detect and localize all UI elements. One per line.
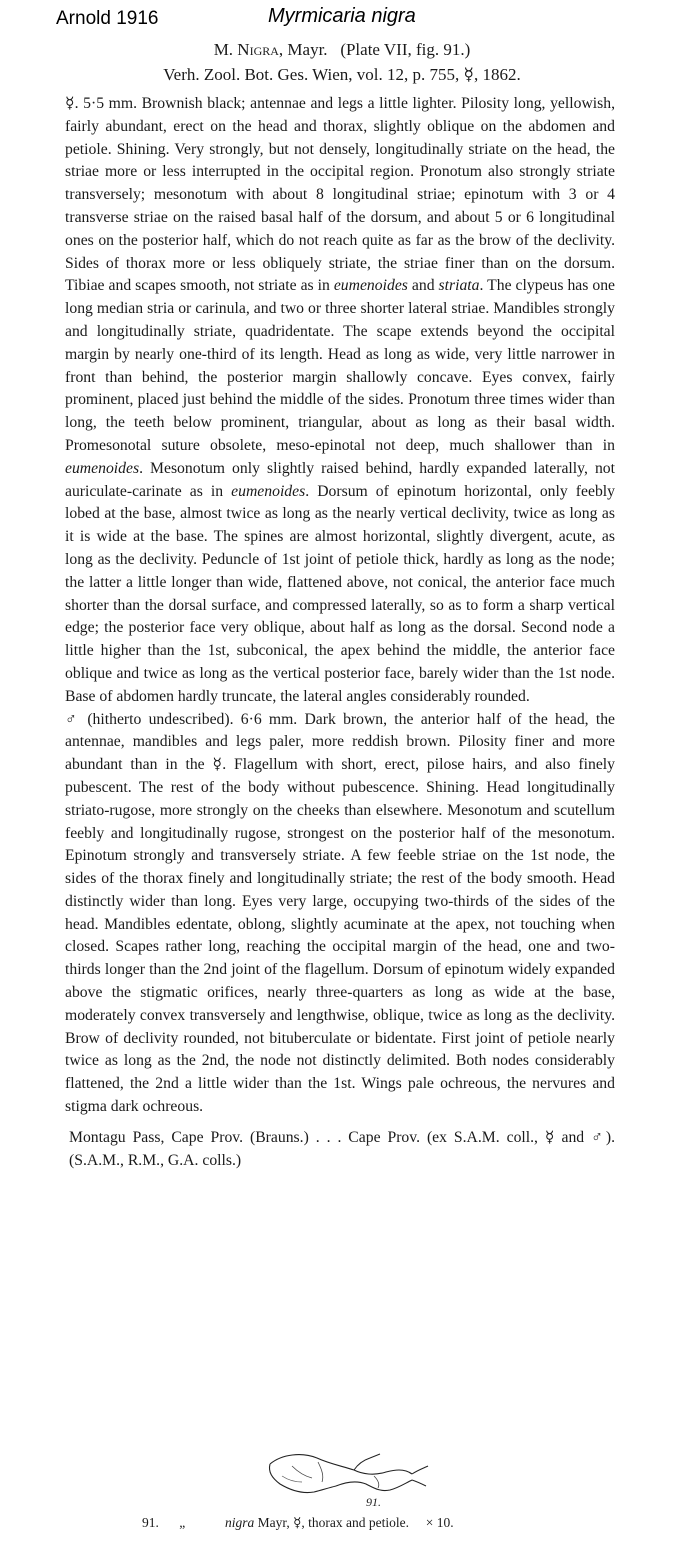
worker-italic-eumenoides-3: eumenoides bbox=[231, 482, 306, 500]
caption-number: 91. bbox=[142, 1515, 159, 1530]
description-body bbox=[49, 93, 615, 1172]
worker-text-c: . The clypeus has one long median stria or carinula, and two or three shorter lateral striae. Mandibles strongly and longitudinally striate, quadridentate. The scape extends beyond the occipital margin by nearly one-third of its length. Head as long as wide, very little narrower in front than behind, the posterior margin shallowly concave. Eyes convex, fairly prominent, placed just behind the middle of the sides. Pronotum three times wider than long, the teeth below prominent, triangular, about as long as their basal width. Promesonotal suture obsolete, meso-epinotal not deep, much shallower than in bbox=[65, 277, 615, 454]
caption-text: Mayr, ☿, thorax and petiole. bbox=[254, 1515, 409, 1530]
figure-number-label: 91. bbox=[366, 1495, 381, 1509]
figure-caption bbox=[142, 1515, 454, 1531]
worker-description bbox=[49, 93, 615, 709]
worker-text-d: . Mesonotum only slightly raised behind, hardly expanded laterally, not auriculate-carinate as in bbox=[65, 459, 615, 500]
caption-ditto-mark: „ bbox=[179, 1515, 186, 1530]
worker-text-b: and bbox=[407, 277, 439, 295]
species-heading bbox=[0, 40, 684, 60]
worker-italic-striata: striata bbox=[438, 277, 480, 295]
thorax-petiole-drawing bbox=[262, 1446, 432, 1516]
locality-records: Montagu Pass, Cape Prov. (Brauns.) . . . Cape Prov. (ex S.A.M. coll., ☿ and ♂). (S.A.M., R.M., G.A. colls.) bbox=[69, 1128, 615, 1169]
worker-text-a: ☿. 5·5 mm. Brownish black; antennae and legs a little lighter. Pilosity long, yellowish, fairly abundant, erect on the head and thorax, slightly oblique on the abdomen and petiole. Shining. Very strongly, but not densely, longitudinally striate on the head, the striae more or less interrupted in the occipital region. Pronotum also strongly striate transversely; mesonotum with about 8 longitudinal striae; epinotum with 3 or 4 transverse striae on the raised basal half of the dorsum, and about 5 or 6 longitudinal ones on the posterior half, which do not reach quite as far as the brow of the declivity. Sides of thorax more or less obliquely striate, the striae finer than on the dorsum. Tibiae and scapes smooth, not striate as in bbox=[65, 95, 615, 295]
header-author-year: Arnold 1916 bbox=[56, 8, 159, 29]
caption-magnification: × 10. bbox=[425, 1515, 454, 1530]
species-authority: , Mayr. bbox=[278, 40, 328, 59]
header-species-name: Myrmicaria nigra bbox=[268, 5, 416, 27]
caption-species: nigra bbox=[225, 1515, 255, 1530]
thorax-petiole-figure bbox=[262, 1446, 432, 1516]
species-title: M. Nigra bbox=[213, 40, 279, 59]
male-description: ♂ (hitherto undescribed). 6·6 mm. Dark brown, the anterior half of the head, the antennae, mandibles and legs paler, more reddish brown. Pilosity finer and more abundant than in the ☿. Flagellum with short, erect, pilose hairs, and also finely pubescent. The rest of the body without pubescence. Shining. Head longitudinally striato-rugose, more strongly on the cheeks than elsewhere. Mesonotum and scutellum feebly and longitudinally rugose, strongest on the posterior half of the mesonotum. Epinotum strongly and transversely striate. A few feeble striae on the 1st node, the sides of the thorax finely and longitudinally striate; the rest of the body smooth. Head distinctly wider than long. Eyes very large, occupying two-thirds of the sides of the head. Mandibles edentate, oblong, slightly acuminate at the apex, not touching when closed. Scapes rather long, reaching the occipital margin of the head, one and two-thirds longer than the 2nd joint of the flagellum. Dorsum of epinotum widely expanded above the stigmatic orifices, nearly three-quarters as long as wide at the base, moderately convex transversely and lengthwise, oblique, twice as long as the declivity. Brow of declivity rounded, not bituberculate or bidentate. First joint of petiole nearly twice as long as the 2nd, the node not distinctly delimited. Both nodes considerably flattened, the 2nd a little wider than the 1st. Wings pale ochreous, the nervures and stigma dark ochreous. bbox=[65, 710, 615, 1116]
worker-italic-eumenoides-1: eumenoides bbox=[333, 277, 408, 295]
worker-italic-eumenoides-2: eumenoides bbox=[65, 459, 140, 477]
citation-line: Verh. Zool. Bot. Ges. Wien, vol. 12, p. 755, ☿, 1862. bbox=[163, 65, 521, 84]
worker-text-e: . Dorsum of epinotum horizontal, only feebly lobed at the base, almost twice as long as the nearly vertical declivity, twice as long as it is wide at the base. The spines are almost horizontal, slightly divergent, acute, as long as the declivity. Peduncle of 1st joint of petiole thick, hardly as long as the node; the latter a little longer than wide, flattened above, not conical, the anterior face much shorter than the dorsal surface, and compressed laterally, so as to form a sharp vertical edge; the posterior face very oblique, about half as long as the dorsal. Second node a little higher than the 1st, subconical, the apex behind the middle, the anterior face oblique and twice as long as the vertical posterior face, barely wider than the 1st node. Base of abdomen hardly truncate, the lateral angles considerably rounded. bbox=[65, 482, 615, 705]
plate-reference: (Plate VII, fig. 91.) bbox=[340, 40, 471, 59]
